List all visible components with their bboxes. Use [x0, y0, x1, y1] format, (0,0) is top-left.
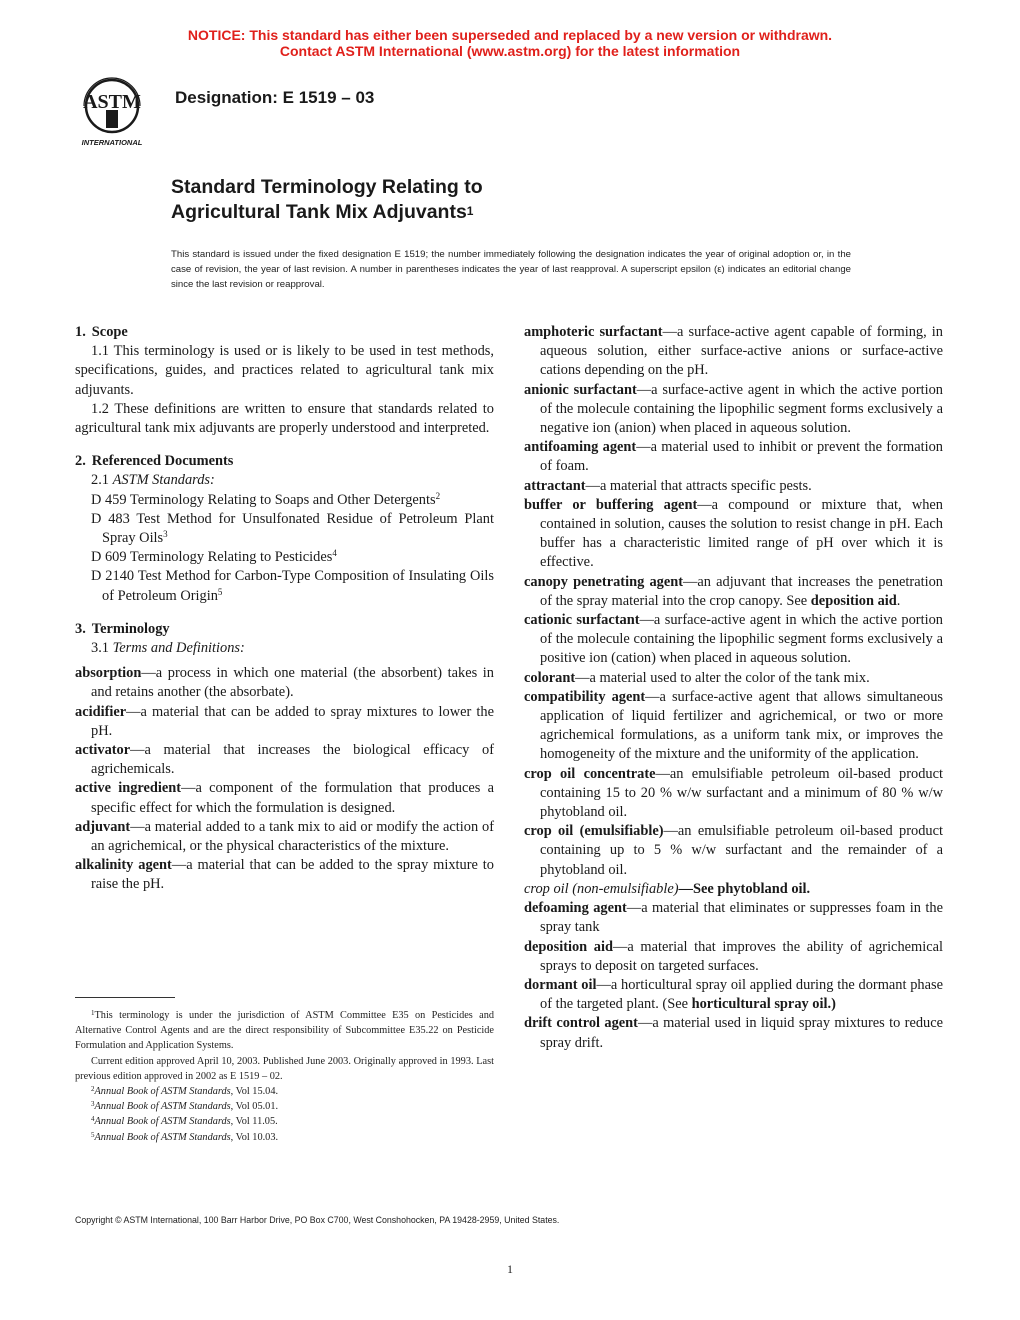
- section-number: 3.: [75, 620, 86, 637]
- definition-term: crop oil (non-emulsifiable): [524, 880, 679, 897]
- footnote-mark: 1: [91, 1009, 95, 1017]
- footnote-volume: , Vol 15.04.: [230, 1086, 279, 1098]
- definition-text: —a surface-active agent that allows simultaneous application of liquid fertilizer and agrichemical, or two or more agrichemical formulations, as a uniform tank mix, or improves the homogeneity of the mixture and the uniformity of the application.: [540, 688, 944, 763]
- definition-tail: ): [831, 996, 836, 1013]
- issuance-statement: This standard is issued under the fixed designation E 1519; the number immediately following the designation indicates the year of original adoption or, in the case of revision, the year of last revision. A number in parentheses indicates the year of last reapproval. A superscript epsilon (ε) indicates an editorial change since the last revision or reapproval.: [171, 249, 851, 290]
- definition-tail: .: [896, 592, 901, 609]
- definition-text: —a process in which one material (the absorbent) takes in and retains another (the absorbate).: [91, 665, 494, 701]
- definition-term: alkalinity agent: [75, 857, 172, 874]
- scope-para-1: 1.1 This terminology is used or is likely to be used in test methods, specifications, guides, and practices related to agricultural tank mix adjuvants.: [75, 343, 494, 398]
- reference-item: [75, 491, 494, 510]
- reference-item: [75, 548, 494, 567]
- astm-logo-icon: [62, 72, 162, 148]
- definition-term: cationic surfactant: [524, 612, 640, 629]
- definition-entry: [524, 669, 943, 688]
- footnote-volume: , Vol 10.03.: [230, 1131, 279, 1143]
- definition-tail: .: [806, 880, 811, 897]
- footnote-mark: 2: [91, 1085, 95, 1094]
- definition-term: canopy penetrating agent: [524, 573, 684, 590]
- definition-entry: [524, 688, 943, 765]
- title-line-1: Standard Terminology Relating to: [171, 176, 483, 198]
- footnote-book-title: Annual Book of ASTM Standards: [94, 1131, 231, 1143]
- title-line-2-text: Agricultural Tank Mix Adjuvants: [171, 201, 467, 223]
- definition-term: active ingredient: [75, 780, 182, 797]
- right-column: [524, 323, 943, 1053]
- section-number: 2.: [75, 453, 86, 470]
- definition-term: acidifier: [75, 703, 127, 720]
- definition-entry: [524, 1014, 943, 1052]
- definition-text: —a material that improves the ability of agrichemical sprays to deposit on targeted surfaces.: [540, 938, 943, 974]
- section-title: Scope: [91, 324, 128, 340]
- reference-item: [75, 567, 494, 605]
- footnote-mark: 4: [91, 1115, 95, 1124]
- definition-entry: [524, 438, 943, 476]
- definition-entry: [524, 323, 943, 381]
- logo-subtext: INTERNATIONAL: [81, 138, 143, 147]
- definition-text: —a surface-active agent capable of forming, in aqueous solution, either surface-active anions or surface-active cations depending on the pH.: [540, 324, 943, 379]
- definition-term: crop oil concentrate: [524, 765, 656, 782]
- footnote-divider: [75, 997, 175, 998]
- page-number: 1: [507, 1262, 513, 1276]
- definitions-subheading: [75, 639, 494, 658]
- definition-term: deposition aid: [524, 938, 613, 955]
- definition-entry: [524, 381, 943, 439]
- definition-entry: [524, 938, 943, 976]
- definition-entry: [75, 818, 494, 856]
- footnote-text: This terminology is under the jurisdiction of ASTM Committee E35 on Pesticides and Alternative Control Agents and are the direct responsibility of Subcommittee E35.22 on Pesticide Formulation and Application Systems.: [75, 1010, 494, 1052]
- footnote: [75, 1008, 494, 1054]
- designation: Designation: E 1519 – 03: [175, 88, 375, 107]
- definition-text: —an emulsifiable petroleum oil-based product containing up to 5 % w/w surfactant and the remainder of a phytobland oil.: [540, 823, 943, 878]
- document-title: [171, 175, 483, 227]
- definition-text: —a material used to inhibit or prevent the formation of foam.: [540, 439, 943, 475]
- definition-text: —a material added to a tank mix to aid or modify the action of an agrichemical, or the physical characteristics of the mixture.: [91, 818, 494, 855]
- reference-text: D 483 Test Method for Unsulfonated Residue of Petroleum Plant Spray Oils: [91, 510, 494, 547]
- definition-text: —an adjuvant that increases the penetration of the spray material into the crop canopy. See: [540, 573, 943, 609]
- definition-term: antifoaming agent: [524, 439, 637, 456]
- definition-entry: [524, 899, 943, 937]
- definition-term: amphoteric surfactant: [524, 324, 663, 340]
- definition-text: —See: [678, 880, 718, 897]
- subsection-number: 3.1: [91, 640, 109, 657]
- definition-entry: [75, 703, 494, 741]
- definition-entry: [75, 779, 494, 817]
- definition-text: —a surface-active agent in which the active portion of the molecule containing the lipophilic segment forms exclusively a positive ion (cation) when placed in aqueous solution.: [540, 612, 943, 667]
- definition-term: drift control agent: [524, 1015, 638, 1032]
- definition-entry: [75, 664, 494, 702]
- cross-reference: deposition aid: [810, 592, 897, 609]
- footnote-mark: 4: [332, 548, 337, 559]
- title-line-2: [171, 200, 483, 227]
- definition-term: colorant: [524, 669, 576, 686]
- definition-text: —a horticultural spray oil applied during the dormant phase of the targeted plant. (See: [540, 976, 943, 1013]
- cross-reference: horticultural spray oil.: [691, 996, 832, 1013]
- footnote-book-title: Annual Book of ASTM Standards: [94, 1116, 231, 1128]
- footnote: [75, 1114, 494, 1129]
- definition-text: —a material that can be added to spray mixtures to lower the pH.: [91, 703, 494, 739]
- definition-text: —a material that eliminates or suppresses foam in the spray tank: [540, 900, 943, 936]
- notice-line-1: NOTICE: This standard has either been superseded and replaced by a new version or withdrawn.: [187, 27, 833, 43]
- definition-text: —a material that can be added to the spray mixture to raise the pH.: [91, 857, 494, 893]
- cross-reference: phytobland oil: [717, 880, 807, 897]
- footnote-mark: 2: [435, 490, 441, 501]
- definition-entry: [524, 822, 943, 880]
- section-title: Referenced Documents: [91, 453, 234, 470]
- definition-entry: [524, 611, 943, 669]
- definition-term: crop oil (emulsifiable): [524, 823, 664, 840]
- definition-entry: [524, 880, 943, 899]
- withdrawal-notice: [0, 27, 1020, 59]
- subsection-number: 2.1: [91, 472, 109, 489]
- definition-term: absorption: [75, 665, 142, 682]
- definition-term: dormant oil: [524, 976, 597, 993]
- footnote-book-title: Annual Book of ASTM Standards: [94, 1086, 231, 1098]
- footnote: [75, 1099, 494, 1114]
- definition-term: compatibility agent: [524, 688, 646, 705]
- left-column: [75, 323, 494, 895]
- footnote: [75, 1084, 494, 1099]
- definition-entry: [75, 741, 494, 779]
- definition-entry: [524, 573, 943, 611]
- section-terminology-heading: [75, 620, 494, 639]
- definition-entry: [524, 496, 943, 573]
- definition-term: adjuvant: [75, 818, 131, 835]
- definition-text: —a surface-active agent in which the active portion of the molecule containing the lipophilic segment forms exclusively a negative ion (anion) when placed in aqueous solution.: [540, 381, 944, 437]
- section-title: Terminology: [91, 620, 170, 637]
- footnote-volume: , Vol 11.05.: [230, 1116, 278, 1128]
- definition-text: —a material used in liquid spray mixtures to reduce spray drift.: [540, 1015, 943, 1051]
- subsection-title: ASTM Standards:: [112, 472, 215, 489]
- definition-entry: [524, 765, 943, 823]
- title-footnote-mark: 1: [466, 204, 474, 218]
- section-references-heading: [75, 452, 494, 471]
- copyright-line: Copyright © ASTM International, 100 Barr Harbor Drive, PO Box C700, West Conshohocken, PA 19428-2959, United States.: [75, 1215, 560, 1225]
- definition-term: defoaming agent: [524, 900, 627, 917]
- footnote-mark: 5: [217, 586, 223, 597]
- definition-text: —a material used to alter the color of the tank mix.: [575, 669, 870, 686]
- astm-standards-subheading: [75, 471, 494, 490]
- definition-term: buffer or buffering agent: [524, 496, 698, 513]
- definition-term: anionic surfactant: [524, 381, 637, 398]
- reference-text: D 609 Terminology Relating to Pesticides: [91, 549, 333, 566]
- definition-text: —a component of the formulation that produces a specific effect for which the formulation is designed.: [91, 780, 495, 816]
- footnotes: [75, 1008, 494, 1145]
- section-number: 1.: [75, 324, 86, 340]
- footnote-book-title: Annual Book of ASTM Standards: [94, 1101, 231, 1113]
- definition-text: —an emulsifiable petroleum oil-based product containing 15 to 20 % w/w surfactant and a minimum of 80 % w/w phytobland oil.: [540, 765, 943, 821]
- definition-entry: [75, 856, 494, 894]
- reference-text: D 459 Terminology Relating to Soaps and Other Detergents: [91, 491, 436, 508]
- definition-entry: [524, 976, 943, 1014]
- definition-entry: [524, 477, 943, 496]
- reference-text: D 2140 Test Method for Carbon-Type Composition of Insulating Oils of Petroleum Origin: [91, 568, 494, 604]
- subsection-title: Terms and Definitions:: [112, 640, 245, 657]
- section-scope-heading: [75, 323, 494, 342]
- notice-line-2: Contact ASTM International (www.astm.org) for the latest information: [279, 43, 741, 59]
- footnote: [75, 1130, 494, 1145]
- reference-item: [75, 510, 494, 548]
- scope-para-2: 1.2 These definitions are written to ensure that standards related to agricultural tank mix adjuvants are properly understood and interpreted.: [75, 400, 494, 437]
- footnote-mark: 5: [91, 1130, 95, 1139]
- footnote-mark: 3: [163, 529, 168, 540]
- logo-text: ASTM: [83, 91, 141, 113]
- definition-text: —a material that increases the biological efficacy of agrichemicals.: [91, 742, 494, 778]
- definition-term: activator: [75, 742, 131, 759]
- definition-text: —a compound or mixture that, when contained in solution, causes the solution to resist change in pH. Each buffer has a characteristic limited range of pH over which it is effective.: [540, 496, 943, 571]
- definition-term: attractant: [524, 477, 586, 494]
- definition-text: —a material that attracts specific pests.: [585, 477, 812, 494]
- footnote-edition: Current edition approved April 10, 2003. Published June 2003. Originally approved in 1993. Last previous edition approved in 2002 as E 1519 – 02.: [75, 1055, 494, 1082]
- footnote-volume: , Vol 05.01.: [230, 1101, 279, 1113]
- footnote-mark: 3: [91, 1100, 95, 1109]
